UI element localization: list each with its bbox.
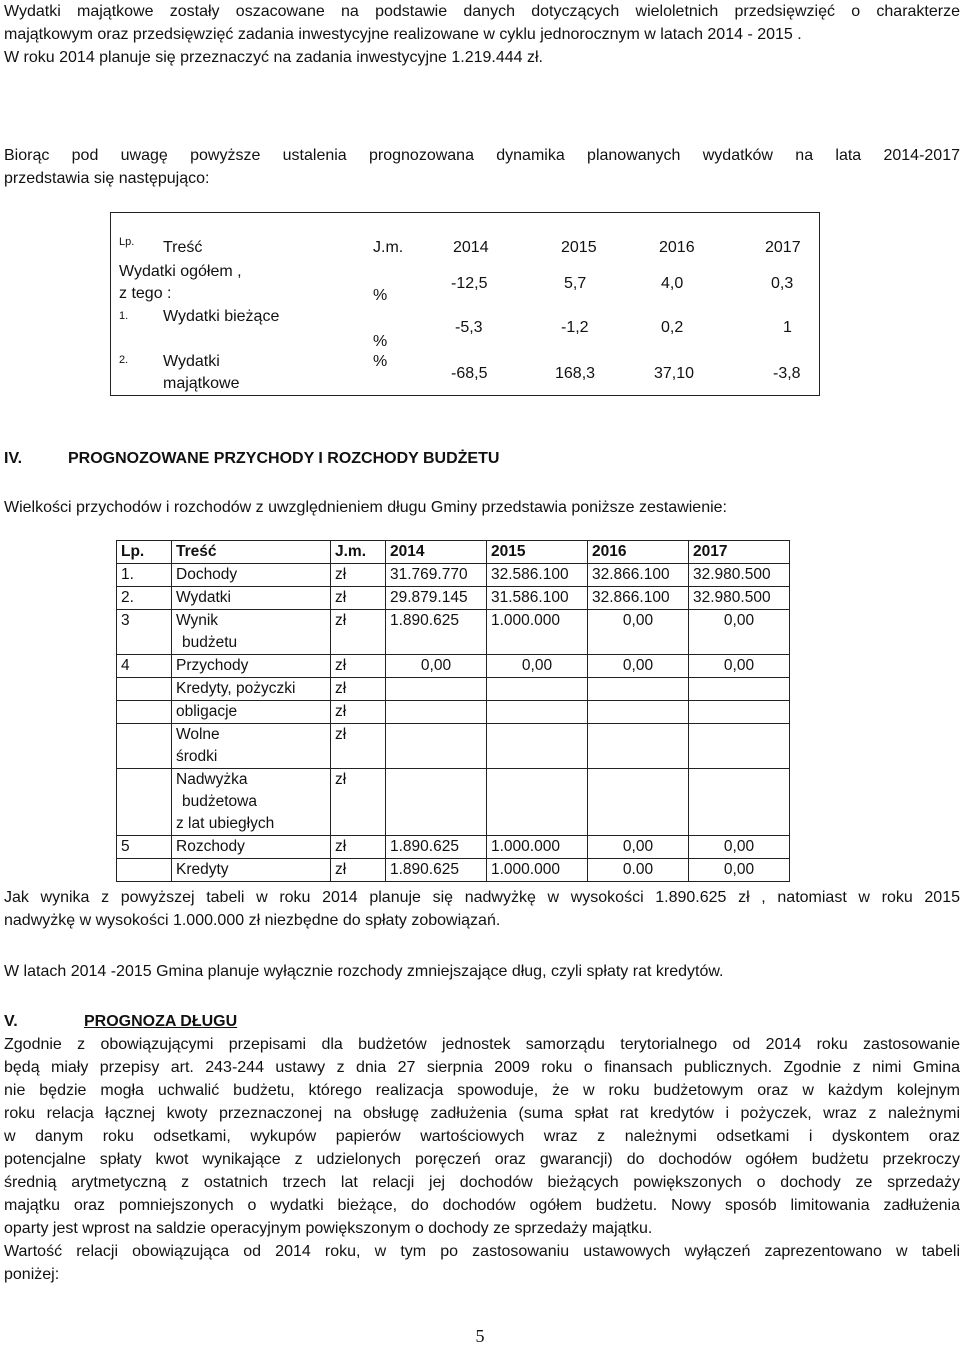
t2-2017: 0,00 <box>689 836 790 859</box>
section-v-line: oparty jest wprost na saldzie operacyjnym powiększonym o dochody ze sprzedaży majątku. <box>4 1220 653 1237</box>
t1-cell-2014: -5,3 <box>455 319 483 336</box>
t1-cell-2015: 5,7 <box>564 275 587 292</box>
t2-jm: zł <box>331 859 386 882</box>
table-row <box>117 587 790 610</box>
section-iv-title: PROGNOZOWANE PRZYCHODY I ROZCHODY BUDŻETU <box>68 450 500 467</box>
t2-lp: 2. <box>117 587 172 610</box>
t2-2017 <box>689 769 790 836</box>
conclusion-line: nadwyżkę w wysokości 1.000.000 zł niezbędne do spłaty zobowiązań. <box>4 912 501 929</box>
t2-tresc-line: z lat ubiegłych <box>176 815 275 832</box>
t2-2015: 1.000.000 <box>487 859 588 882</box>
t1-header-tresc: Treść <box>163 239 203 256</box>
t2-tresc <box>172 610 331 655</box>
t2-2014: 0,00 <box>386 655 487 678</box>
t2-tresc: Dochody <box>172 564 331 587</box>
t1-cell-2015: -1,2 <box>561 319 589 336</box>
t2-lp <box>117 724 172 769</box>
t2-2014: 1.890.625 <box>386 610 487 655</box>
t2-header-2014: 2014 <box>386 541 487 564</box>
dynamics-table <box>110 212 820 396</box>
intro-line: Wydatki majątkowe zostały oszacowane na podstawie danych dotyczących wieloletnich przedsięwzięć o charakterze <box>4 3 960 20</box>
table-row <box>117 610 790 655</box>
section-v-line: potencjalne spłaty kwot wynikające z udzielonych poręczeń oraz gwarancji) do dochodów ogółem budżetu przekroczy <box>4 1151 960 1168</box>
t2-tresc: Rozchody <box>172 836 331 859</box>
table-row <box>117 769 790 836</box>
t2-2015: 0,00 <box>487 655 588 678</box>
t2-2016: 0,00 <box>588 655 689 678</box>
t1-cell-2016: 37,10 <box>654 365 695 382</box>
t2-lp <box>117 678 172 701</box>
section-iv-number: IV. <box>4 450 23 467</box>
t2-jm: zł <box>331 610 386 655</box>
t1-header-2014: 2014 <box>453 239 489 256</box>
t1-cell-2017: -3,8 <box>773 365 801 382</box>
table-row <box>117 701 790 724</box>
t2-tresc-line: Wynik <box>176 612 219 629</box>
t2-jm: zł <box>331 724 386 769</box>
t2-2015: 1.000.000 <box>487 610 588 655</box>
t2-2016: 32.866.100 <box>588 564 689 587</box>
t1-cell-2014: -12,5 <box>451 275 488 292</box>
section-v-line: w danym roku odsetkami, wykupów papierów wartościowych wraz z należnymi odsetkami i dyskontem oraz <box>4 1128 960 1145</box>
t2-2017: 32.980.500 <box>689 587 790 610</box>
t2-jm: zł <box>331 678 386 701</box>
t2-2015 <box>487 701 588 724</box>
t1-row-lp: 1. <box>119 310 129 322</box>
t2-2016 <box>588 678 689 701</box>
t2-lp <box>117 701 172 724</box>
section-v-line: majątku oraz pomniejszonych o wydatki bieżące, do dochodów ogółem budżetu. Nowy sposób limitowania zadłużenia <box>4 1197 960 1214</box>
section-iv-heading <box>4 447 960 470</box>
t2-tresc: Kredyty <box>172 859 331 882</box>
t2-2014 <box>386 769 487 836</box>
t2-tresc: Wydatki <box>172 587 331 610</box>
t2-header-2017: 2017 <box>689 541 790 564</box>
dynamics-intro-paragraph <box>4 144 960 190</box>
t1-row-label: Wydatki ogółem , <box>119 263 242 280</box>
section-v-line: poniżej: <box>4 1266 60 1283</box>
table-header-row <box>117 541 790 564</box>
t2-2014 <box>386 678 487 701</box>
table-row <box>117 724 790 769</box>
t2-2017 <box>689 678 790 701</box>
t2-2016: 32.866.100 <box>588 587 689 610</box>
page-number: 5 <box>475 1326 485 1346</box>
section-v-line: średnią arytmetyczną z ostatnich trzech lat relacji jej dochodów bieżących powiększonych o dochody ze sprzedaży <box>4 1174 960 1191</box>
intro-line: majątkowym oraz przedsięwzięć zadania inwestycyjne realizowane w cyklu jednorocznym w latach 2014 - 2015 . <box>4 26 802 43</box>
t2-2016 <box>588 701 689 724</box>
intro-line: W roku 2014 planuje się przeznaczyć na zadania inwestycyjne 1.219.444 zł. <box>4 49 543 66</box>
t2-2014 <box>386 724 487 769</box>
t1-cell-2017: 1 <box>783 319 792 336</box>
t1-row-unit: % <box>373 333 388 350</box>
t1-cell-2016: 0,2 <box>661 319 684 336</box>
t2-tresc-line: środki <box>176 748 218 765</box>
t2-2014: 31.769.770 <box>386 564 487 587</box>
section-v-number: V. <box>4 1013 18 1030</box>
t1-row-label: z tego : <box>119 285 172 302</box>
section-v-line: będą miały przepisy art. 243-244 ustawy z dnia 27 sierpnia 2009 roku o finansach publicznych. Zgodnie z nimi Gmina <box>4 1059 960 1076</box>
t1-cell-2017: 0,3 <box>771 275 794 292</box>
t2-2017: 0,00 <box>689 859 790 882</box>
section-v-body <box>4 1033 960 1286</box>
t2-tresc-line: Wolne <box>176 726 220 743</box>
t2-tresc: obligacje <box>172 701 331 724</box>
table-row <box>117 655 790 678</box>
t2-tresc: Przychody <box>172 655 331 678</box>
t2-lp <box>117 859 172 882</box>
t2-jm: zł <box>331 769 386 836</box>
t2-jm: zł <box>331 587 386 610</box>
t2-2015: 1.000.000 <box>487 836 588 859</box>
table-row <box>117 859 790 882</box>
revenue-expense-table <box>116 540 790 882</box>
t2-2015: 31.586.100 <box>487 587 588 610</box>
t2-jm: zł <box>331 836 386 859</box>
t2-2017 <box>689 701 790 724</box>
dynamics-line: przedstawia się następująco: <box>4 170 210 187</box>
t2-tresc-line: Nadwyżka <box>176 771 248 788</box>
t2-2016: 0.00 <box>588 859 689 882</box>
t2-lp <box>117 769 172 836</box>
t1-cell-2016: 4,0 <box>661 275 684 292</box>
t2-2014: 1.890.625 <box>386 836 487 859</box>
section-v-heading <box>4 1010 960 1033</box>
conclusion-line: Jak wynika z powyższej tabeli w roku 2014 planuje się nadwyżkę w wysokości 1.890.625 zł , natomiast w roku 2015 <box>4 889 960 906</box>
intro-paragraph <box>4 0 960 69</box>
section-v-line: Zgodnie z obowiązującymi przepisami dla budżetów jednostek samorządu terytorialnego od 2014 roku zastosowanie <box>4 1036 960 1053</box>
t2-2017: 0,00 <box>689 610 790 655</box>
t2-lp: 1. <box>117 564 172 587</box>
t2-tresc <box>172 769 331 836</box>
section-v-line: nie będzie mogła uchwalić budżetu, którego realizacja spowoduje, że w roku budżetowym oraz w każdym kolejnym <box>4 1082 960 1099</box>
t1-header-lp: Lp. <box>119 236 135 248</box>
t1-header-2016: 2016 <box>659 239 695 256</box>
table-row <box>117 836 790 859</box>
t2-jm: zł <box>331 701 386 724</box>
t1-cell-2015: 168,3 <box>555 365 596 382</box>
t2-2015 <box>487 769 588 836</box>
t1-row-unit: % <box>373 353 388 370</box>
dynamics-line: Biorąc pod uwagę powyższe ustalenia prognozowana dynamika planowanych wydatków na lata 2014-2017 <box>4 147 960 164</box>
repayment-paragraph: W latach 2014 -2015 Gmina planuje wyłącznie rozchody zmniejszające dług, czyli spłaty rat kredytów. <box>4 963 724 980</box>
t2-2017: 0,00 <box>689 655 790 678</box>
t2-2016: 0,00 <box>588 836 689 859</box>
section-iv-intro: Wielkości przychodów i rozchodów z uwzględnieniem długu Gminy przedstawia poniższe zestawienie: <box>4 499 727 516</box>
section-v-title: PROGNOZA DŁUGU <box>84 1013 238 1030</box>
t2-jm: zł <box>331 564 386 587</box>
t2-2014 <box>386 701 487 724</box>
t2-tresc <box>172 724 331 769</box>
t2-2016: 0,00 <box>588 610 689 655</box>
t1-row-label: Wydatki <box>163 353 220 370</box>
section-v-line: Wartość relacji obowiązująca od 2014 roku, w tym po zastosowaniu ustawowych wyłączeń zaprezentowano w tabeli <box>4 1243 960 1260</box>
t2-tresc: Kredyty, pożyczki <box>172 678 331 701</box>
t2-jm: zł <box>331 655 386 678</box>
t2-header-2016: 2016 <box>588 541 689 564</box>
t2-header-tresc: Treść <box>172 541 331 564</box>
t1-header-2017: 2017 <box>765 239 801 256</box>
t2-2016 <box>588 769 689 836</box>
t1-row-label: majątkowe <box>163 375 240 392</box>
t2-2015 <box>487 724 588 769</box>
conclusion-paragraph <box>4 886 960 932</box>
t2-2015 <box>487 678 588 701</box>
t1-row-label: Wydatki bieżące <box>163 308 280 325</box>
t2-2015: 32.586.100 <box>487 564 588 587</box>
t2-2017: 32.980.500 <box>689 564 790 587</box>
t2-2016 <box>588 724 689 769</box>
t2-lp: 5 <box>117 836 172 859</box>
t2-lp: 4 <box>117 655 172 678</box>
table-row <box>117 678 790 701</box>
t1-header-2015: 2015 <box>561 239 597 256</box>
t2-tresc-line: budżetowa <box>182 793 257 810</box>
t1-header-jm: J.m. <box>373 239 404 256</box>
section-v-line: roku relacja łącznej kwoty przeznaczonej na obsługę zadłużenia (suma spłat rat kredytów i pożyczek, wraz z należnymi <box>4 1105 960 1122</box>
t1-row-lp: 2. <box>119 354 129 366</box>
t1-row-unit: % <box>373 287 388 304</box>
t2-header-2015: 2015 <box>487 541 588 564</box>
t2-tresc-line: budżetu <box>182 634 238 651</box>
t2-header-lp: Lp. <box>117 541 172 564</box>
t1-cell-2014: -68,5 <box>451 365 488 382</box>
t2-header-jm: J.m. <box>331 541 386 564</box>
t2-lp: 3 <box>117 610 172 655</box>
table-row <box>117 564 790 587</box>
t2-2017 <box>689 724 790 769</box>
t2-2014: 1.890.625 <box>386 859 487 882</box>
t2-2014: 29.879.145 <box>386 587 487 610</box>
